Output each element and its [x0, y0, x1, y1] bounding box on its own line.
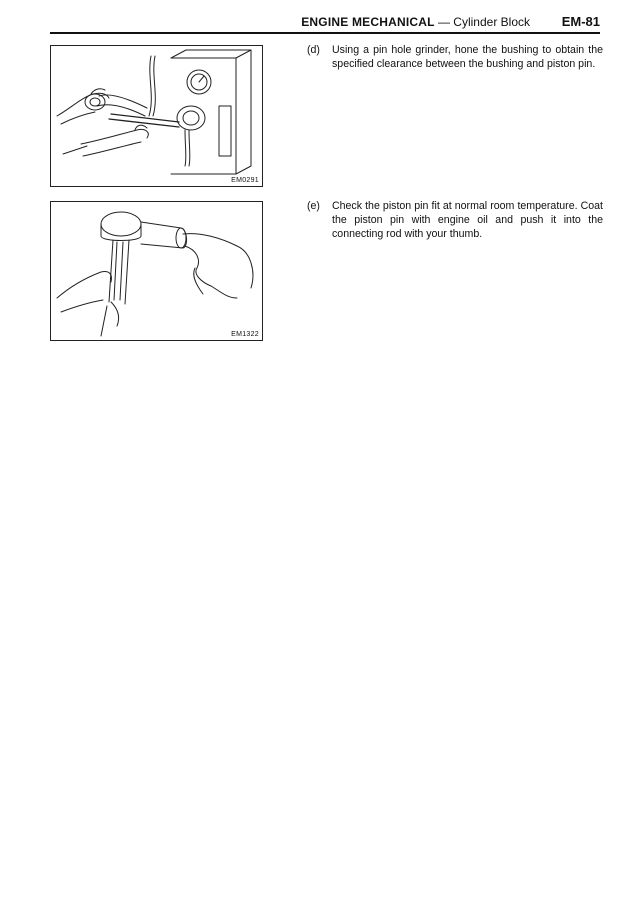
- header-subsection: Cylinder Block: [453, 15, 530, 29]
- header-section: ENGINE MECHANICAL: [301, 15, 435, 29]
- pin-hole-grinder-illustration: [51, 46, 262, 186]
- figure-piston-pin-fit: [50, 201, 263, 341]
- figure-pin-hole-grinder: [50, 45, 263, 187]
- step-label: (d): [307, 44, 320, 56]
- step-text: Check the piston pin fit at normal room temperature. Coat the piston pin with engine oil and push it into the connecting rod with your thumb.: [332, 200, 603, 240]
- step-label: (e): [307, 200, 320, 212]
- header-title: [301, 15, 530, 29]
- figure-code: EM1322: [231, 331, 259, 338]
- page-header: [50, 14, 600, 34]
- figure-code: EM0291: [231, 177, 259, 184]
- header-separator: —: [434, 15, 454, 29]
- step-text: Using a pin hole grinder, hone the bushing to obtain the specified clearance between the bushing and piston pin.: [332, 44, 603, 70]
- page-number: EM-81: [561, 14, 600, 29]
- piston-pin-fit-check-illustration: [51, 202, 262, 340]
